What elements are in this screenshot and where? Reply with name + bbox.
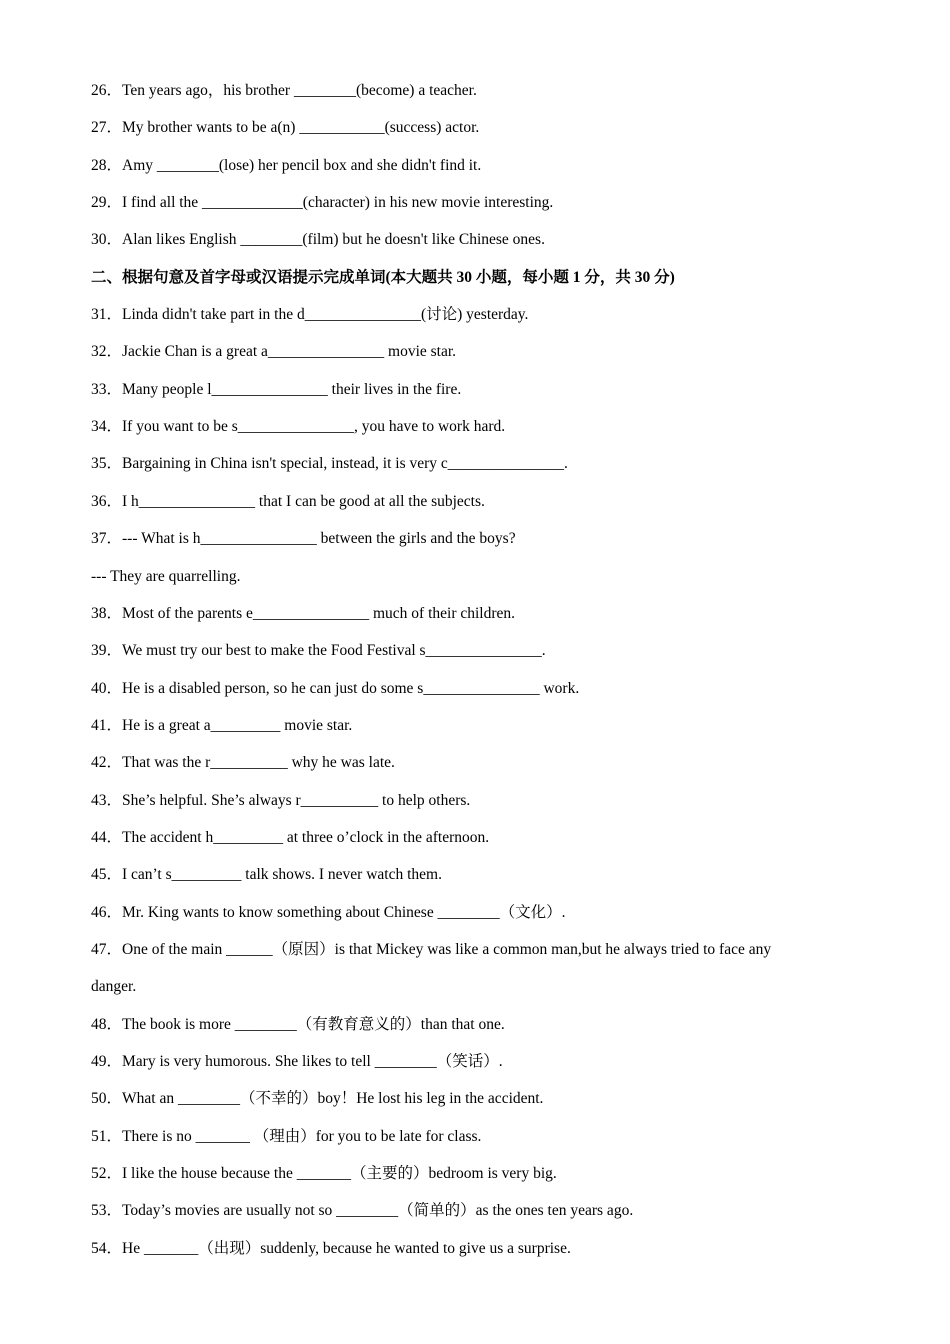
question-40: 40．He is a disabled person, so he can just do some s_______________ work. xyxy=(91,680,580,697)
question-30: 30．Alan likes English ________(film) but he doesn't like Chinese ones. xyxy=(91,231,545,248)
question-54: 54．He _______（出现）suddenly, because he wanted to give us a surprise. xyxy=(91,1240,571,1257)
question-41: 41．He is a great a_________ movie star. xyxy=(91,717,353,734)
question-37-answer: --- They are quarrelling. xyxy=(91,568,241,585)
question-44: 44．The accident h_________ at three o’clock in the afternoon. xyxy=(91,829,490,846)
question-52: 52．I like the house because the _______（主要的）bedroom is very big. xyxy=(91,1165,557,1182)
question-49: 49．Mary is very humorous. She likes to tell ________（笑话）. xyxy=(91,1053,503,1070)
question-27: 27．My brother wants to be a(n) ___________(success) actor. xyxy=(91,119,480,136)
question-38: 38．Most of the parents e_______________ much of their children. xyxy=(91,605,516,622)
question-28: 28．Amy ________(lose) her pencil box and she didn't find it. xyxy=(91,157,482,174)
question-50: 50．What an ________（不幸的）boy！He lost his leg in the accident. xyxy=(91,1090,544,1107)
section-heading: 二、根据句意及首字母或汉语提示完成单词(本大题共 30 小题，每小题 1 分，共 30 分) xyxy=(91,269,675,286)
question-39: 39．We must try our best to make the Food Festival s_______________. xyxy=(91,642,546,659)
question-43: 43．She’s helpful. She’s always r__________ to help others. xyxy=(91,792,471,809)
question-42: 42．That was the r__________ why he was late. xyxy=(91,754,395,771)
question-35: 35．Bargaining in China isn't special, instead, it is very c_______________. xyxy=(91,455,568,472)
question-37: 37．--- What is h_______________ between the girls and the boys? xyxy=(91,530,516,547)
question-47-continued: danger. xyxy=(91,978,137,995)
question-48: 48．The book is more ________（有教育意义的）than that one. xyxy=(91,1016,505,1033)
question-32: 32．Jackie Chan is a great a_______________ movie star. xyxy=(91,343,457,360)
question-47: 47．One of the main ______（原因）is that Mickey was like a common man,but he always tried to face any xyxy=(91,941,772,958)
question-51: 51．There is no _______ （理由）for you to be late for class. xyxy=(91,1128,482,1145)
question-45: 45．I can’t s_________ talk shows. I never watch them. xyxy=(91,866,442,883)
question-34: 34．If you want to be s_______________, you have to work hard. xyxy=(91,418,506,435)
question-46: 46．Mr. King wants to know something about Chinese ________（文化）. xyxy=(91,904,566,921)
question-36: 36．I h_______________ that I can be good at all the subjects. xyxy=(91,493,485,510)
question-31: 31．Linda didn't take part in the d_______________(讨论) yesterday. xyxy=(91,306,529,323)
question-29: 29．I find all the _____________(character) in his new movie interesting. xyxy=(91,194,554,211)
question-26: 26．Ten years ago，his brother ________(become) a teacher. xyxy=(91,82,477,99)
question-33: 33．Many people l_______________ their lives in the fire. xyxy=(91,381,462,398)
question-53: 53．Today’s movies are usually not so ________（简单的）as the ones ten years ago. xyxy=(91,1202,634,1219)
